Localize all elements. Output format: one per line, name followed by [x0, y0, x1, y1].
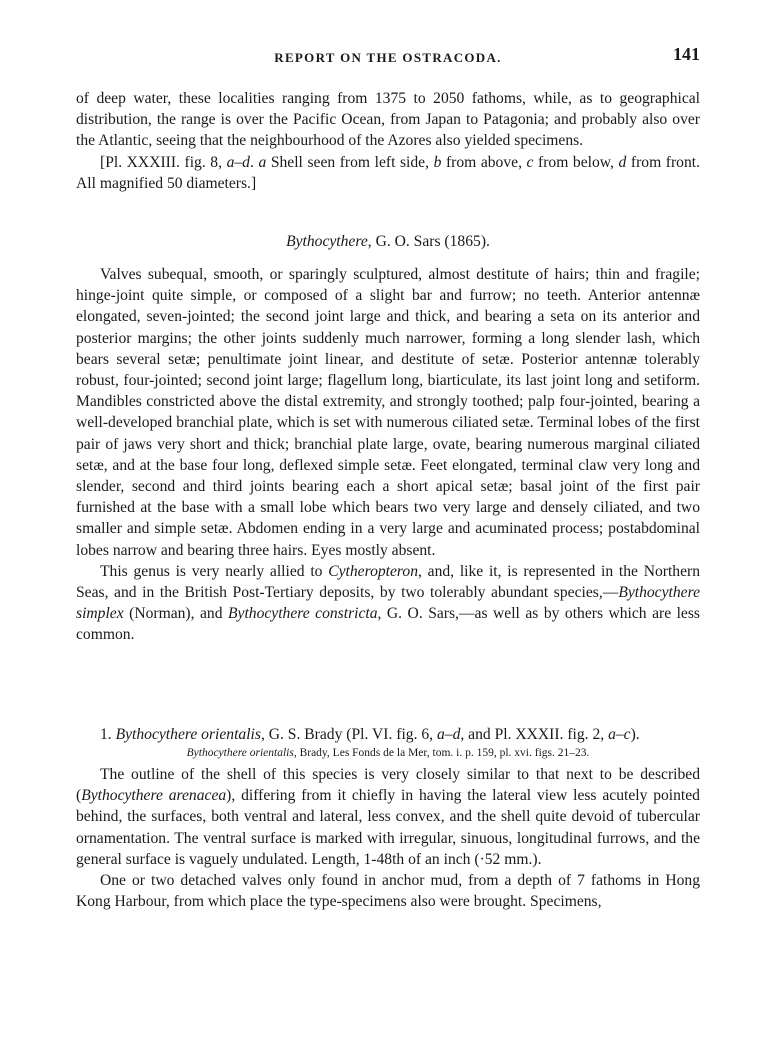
- genus-description: Valves subequal, smooth, or sparingly sculptured, almost destitute of hairs; thin and fragile; hinge-joint quite simple, or composed of a slight bar and furrow; no teeth. Anterior antennæ elongated, seven-jointed; the second joint large and thick, and bearing a seta on its anterior and posterior margins; the other joints suddenly much narrower, forming a long slender lash, which bears several setæ; penultimate joint linear, and destitute of setæ. Posterior antennæ tolerably robust, four-jointed; second joint large; flagellum long, biarticulate, its last joint long and setiform. Mandibles constricted above the distal extremity, and strongly toothed; palp four-jointed, bearing a well-developed branchial plate, which is set with numerous ciliated setæ. Terminal lobes of the first pair of jaws very short and thick; branchial plate large, ovate, bearing numerous marginal ciliated setæ, and at the base four long, deflexed simple setæ. Feet elongated, terminal claw very long and slender, second and third joints bearing each a short apical setæ; basal joint of the first pair furnished at the base with a small lobe which bears two very large and densely ciliated, and two smaller and simple setæ. Abdomen ending in a very large and acuminated process; postabdominal lobes narrow and bearing three hairs. Eyes mostly absent.: [76, 266, 700, 559]
- plate-caption: [Pl. XXXIII. fig. 8, a–d. a Shell seen from left side, b from above, c from below, d from front. All magnified 50 diameters.]: [76, 153, 700, 192]
- locality-paragraph: One or two detached valves only found in anchor mud, from a depth of 7 fathoms in Hong Kong Harbour, from which place the type-specimens also were brought. Specimens,: [76, 872, 700, 911]
- running-header: [76, 44, 700, 68]
- genus-heading: [76, 233, 700, 251]
- intro-text-block: [76, 88, 700, 194]
- species-heading: 1. Bythocythere orientalis, G. S. Brady (Pl. VI. fig. 6, a–d, and Pl. XXXII. fig. 2, a–c).: [100, 726, 640, 743]
- continued-paragraph: of deep water, these localities ranging from 1375 to 2050 fathoms, while, as to geographical distribution, the range is over the Pacific Ocean, from Japan to Patagonia; and probably also over the Atlantic, seeing that the neighbourhood of the Azores also yielded specimens.: [76, 90, 700, 150]
- running-title: REPORT ON THE OSTRACODA.: [274, 50, 502, 65]
- genus-text-block: [76, 264, 700, 646]
- species-description: The outline of the shell of this species is very closely similar to that next to be described (Bythocythere arenacea), differing from it chiefly in having the lateral view less acutely pointed behind, the surfaces, both ventral and lateral, less convex, and the shell quite devoid of tubercular ornamentation. The ventral surface is marked with irregular, sinuous, longitudinal furrows, and the general surface is vaguely undulated. Length, 1-48th of an inch (·52 mm.).: [76, 766, 700, 868]
- page-number: 141: [673, 44, 700, 64]
- genus-authority: , G. O. Sars (1865).: [367, 233, 490, 250]
- genus-name: Bythocythere: [286, 233, 368, 250]
- species-text-block: [76, 764, 700, 912]
- genus-remark: This genus is very nearly allied to Cytheropteron, and, like it, is represented in the Northern Seas, and in the British Post-Tertiary deposits, by two tolerably abundant species,—Bythocythere simplex (Norman), and Bythocythere constricta, G. O. Sars,—as well as by others which are less common.: [76, 562, 700, 644]
- species-synonymy: Bythocythere orientalis, Brady, Les Fonds de la Mer, tom. i. p. 159, pl. xvi. figs. 21–23.: [186, 747, 590, 759]
